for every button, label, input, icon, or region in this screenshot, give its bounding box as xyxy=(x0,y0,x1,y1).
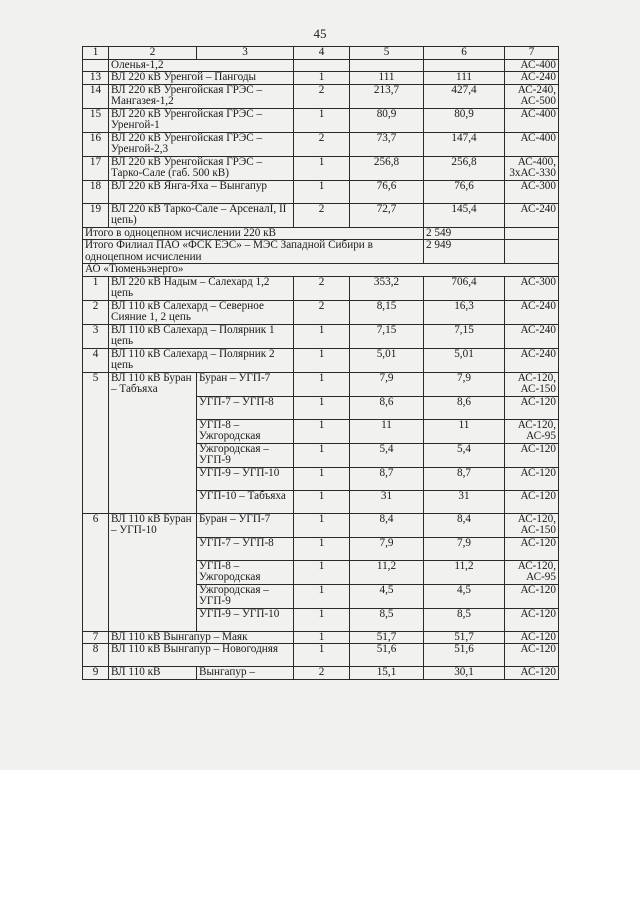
segment-cell: Ужгородская – УГП-9 xyxy=(197,584,294,608)
circuits-cell: 2 xyxy=(294,84,350,108)
wire-cell: АС-400 xyxy=(505,59,559,72)
circuits-cell: 1 xyxy=(294,513,350,537)
wire-cell: АС-120 xyxy=(505,396,559,419)
single-circuit-length-cell: 4,5 xyxy=(424,584,505,608)
table-row xyxy=(83,300,559,324)
segment-cell: Буран – УГП-7 xyxy=(197,372,294,396)
circuits-cell: 2 xyxy=(294,276,350,300)
length-cell: 8,6 xyxy=(350,396,424,419)
length-cell: 8,5 xyxy=(350,608,424,631)
single-circuit-length-cell: 51,7 xyxy=(424,631,505,644)
table-row xyxy=(83,72,559,85)
single-circuit-length-cell: 706,4 xyxy=(424,276,505,300)
line-name-cell: ВЛ 110 кВ Буран – Табъяха xyxy=(109,372,197,513)
wire-cell: АС-240, АС-500 xyxy=(505,84,559,108)
single-circuit-length-cell: 5,4 xyxy=(424,443,505,467)
wire-cell: АС-400, 3хАС-330 xyxy=(505,156,559,180)
length-cell: 11 xyxy=(350,419,424,443)
organization-row xyxy=(83,264,559,277)
wire-cell: АС-120 xyxy=(505,537,559,560)
wire-cell: АС-240 xyxy=(505,300,559,324)
total-value-cell: 2 949 xyxy=(424,240,505,264)
single-circuit-length-cell: 76,6 xyxy=(424,180,505,203)
header-cell: 1 xyxy=(83,47,109,60)
length-cell: 8,15 xyxy=(350,300,424,324)
circuits-cell: 1 xyxy=(294,537,350,560)
wire-cell: АС-300 xyxy=(505,180,559,203)
wire-cell: АС-120 xyxy=(505,644,559,667)
total-value-cell: 2 549 xyxy=(424,227,505,240)
table-row xyxy=(83,324,559,348)
empty-cell xyxy=(505,227,559,240)
circuits-cell: 1 xyxy=(294,467,350,490)
single-circuit-length-cell: 11 xyxy=(424,419,505,443)
segment-cell: УГП-9 – УГП-10 xyxy=(197,467,294,490)
length-cell: 4,5 xyxy=(350,584,424,608)
header-row xyxy=(83,47,559,60)
circuits-cell: 1 xyxy=(294,396,350,419)
line-name-cell: ВЛ 110 кВ Салехард – Северное Сияние 1, 2 цепь xyxy=(109,300,294,324)
total-label-cell: Итого Филиал ПАО «ФСК ЕЭС» – МЭС Западной Сибири в одноцепном исчислении xyxy=(83,240,424,264)
circuits-cell: 1 xyxy=(294,72,350,85)
circuits-cell: 2 xyxy=(294,300,350,324)
row-number-cell: 14 xyxy=(83,84,109,108)
table-row xyxy=(83,156,559,180)
circuits-cell: 2 xyxy=(294,132,350,156)
wire-cell: АС-120 xyxy=(505,631,559,644)
length-cell: 15,1 xyxy=(350,667,424,680)
page-number: 45 xyxy=(313,26,327,41)
segment-cell: УГП-7 – УГП-8 xyxy=(197,396,294,419)
wire-cell: АС-120, АС-150 xyxy=(505,513,559,537)
single-circuit-length-cell: 8,5 xyxy=(424,608,505,631)
circuits-cell: 1 xyxy=(294,156,350,180)
length-cell: 7,9 xyxy=(350,537,424,560)
single-circuit-length-cell: 427,4 xyxy=(424,84,505,108)
line-name-cell: ВЛ 220 кВ Уренгойская ГРЭС – Мангазея-1,2 xyxy=(109,84,294,108)
length-cell: 76,6 xyxy=(350,180,424,203)
table-row xyxy=(83,631,559,644)
wire-cell: АС-240 xyxy=(505,203,559,227)
segment-cell: Вынгапур – xyxy=(197,667,294,680)
header-cell: 3 xyxy=(197,47,294,60)
total-label-cell: Итого в одноцепном исчислении 220 кВ xyxy=(83,227,424,240)
segment-cell: УГП-7 – УГП-8 xyxy=(197,537,294,560)
row-number-cell: 4 xyxy=(83,348,109,372)
length-cell: 111 xyxy=(350,72,424,85)
table-row xyxy=(83,276,559,300)
segment-cell: Ужгородская – УГП-9 xyxy=(197,443,294,467)
circuits-cell: 2 xyxy=(294,203,350,227)
total-row xyxy=(83,227,559,240)
row-number-cell: 2 xyxy=(83,300,109,324)
header-cell: 7 xyxy=(505,47,559,60)
header-cell: 5 xyxy=(350,47,424,60)
segment-cell: Буран – УГП-7 xyxy=(197,513,294,537)
row-number-cell: 15 xyxy=(83,108,109,132)
wire-cell: АС-120 xyxy=(505,608,559,631)
segment-cell: УГП-8 – Ужгородская xyxy=(197,419,294,443)
line-name-cell: ВЛ 220 кВ Надым – Салехард 1,2 цепь xyxy=(109,276,294,300)
wire-cell: АС-240 xyxy=(505,72,559,85)
wire-cell: АС-300 xyxy=(505,276,559,300)
wire-cell: АС-400 xyxy=(505,108,559,132)
line-name-cell: ВЛ 220 кВ Уренгой – Пангоды xyxy=(109,72,294,85)
circuits-cell: 2 xyxy=(294,667,350,680)
single-circuit-length-cell: 8,4 xyxy=(424,513,505,537)
circuits-cell: 1 xyxy=(294,372,350,396)
wire-cell: АС-240 xyxy=(505,324,559,348)
single-circuit-length-cell: 80,9 xyxy=(424,108,505,132)
length-cell: 73,7 xyxy=(350,132,424,156)
row-number-cell: 17 xyxy=(83,156,109,180)
single-circuit-length-cell: 111 xyxy=(424,72,505,85)
table-row xyxy=(83,180,559,203)
line-name-cell: ВЛ 110 кВ Буран – УГП-10 xyxy=(109,513,197,631)
length-cell: 51,7 xyxy=(350,631,424,644)
row-number-cell: 5 xyxy=(83,372,109,513)
length-cell: 51,6 xyxy=(350,644,424,667)
length-cell: 8,7 xyxy=(350,467,424,490)
table-row xyxy=(83,108,559,132)
total-row xyxy=(83,240,559,264)
single-circuit-length-cell: 5,01 xyxy=(424,348,505,372)
length-cell: 353,2 xyxy=(350,276,424,300)
row-number-cell: 18 xyxy=(83,180,109,203)
line-name-cell: ВЛ 220 кВ Уренгойская ГРЭС – Уренгой-2,3 xyxy=(109,132,294,156)
segment-cell: УГП-9 – УГП-10 xyxy=(197,608,294,631)
single-circuit-length-cell: 7,9 xyxy=(424,372,505,396)
line-name-cell: ВЛ 220 кВ Уренгойская ГРЭС – Тарко-Сале (габ. 500 кВ) xyxy=(109,156,294,180)
wire-cell: АС-400 xyxy=(505,132,559,156)
table-body xyxy=(83,47,559,680)
wire-cell: АС-120 xyxy=(505,443,559,467)
continuation-row xyxy=(83,59,559,72)
segment-cell: УГП-8 – Ужгородская xyxy=(197,560,294,584)
circuits-cell: 1 xyxy=(294,490,350,513)
wire-cell: АС-120 xyxy=(505,584,559,608)
length-cell: 7,15 xyxy=(350,324,424,348)
length-cell: 8,4 xyxy=(350,513,424,537)
circuits-cell: 1 xyxy=(294,443,350,467)
organization-cell: АО «Тюменьэнерго» xyxy=(83,264,559,277)
circuits-cell: 1 xyxy=(294,644,350,667)
single-circuit-length-cell: 31 xyxy=(424,490,505,513)
line-name-cell: ВЛ 220 кВ Тарко-Сале – АрсеналI, II цепь) xyxy=(109,203,294,227)
single-circuit-length-cell: 16,3 xyxy=(424,300,505,324)
line-name-cell: ВЛ 110 кВ Вынгапур – Новогодняя xyxy=(109,644,294,667)
wire-cell: АС-120, АС-95 xyxy=(505,560,559,584)
single-circuit-length-cell: 30,1 xyxy=(424,667,505,680)
segment-row xyxy=(83,372,559,396)
length-cell: 72,7 xyxy=(350,203,424,227)
line-name-cell: ВЛ 110 кВ Салехард – Полярник 1 цепь xyxy=(109,324,294,348)
line-name-cell: ВЛ 110 кВ Салехард – Полярник 2 цепь xyxy=(109,348,294,372)
row-number-cell: 19 xyxy=(83,203,109,227)
single-circuit-length-cell: 256,8 xyxy=(424,156,505,180)
segment-cell: УГП-10 – Табъяха xyxy=(197,490,294,513)
single-circuit-length-cell: 8,7 xyxy=(424,467,505,490)
empty-cell xyxy=(505,240,559,264)
wire-cell: АС-120 xyxy=(505,490,559,513)
table-row xyxy=(83,644,559,667)
circuits-cell: 1 xyxy=(294,584,350,608)
line-name-cell: Оленья-1,2 xyxy=(109,59,294,72)
single-circuit-length-cell: 11,2 xyxy=(424,560,505,584)
wire-cell: АС-240 xyxy=(505,348,559,372)
header-cell: 2 xyxy=(109,47,197,60)
circuits-cell: 1 xyxy=(294,324,350,348)
table-row xyxy=(83,132,559,156)
length-cell: 11,2 xyxy=(350,560,424,584)
circuits-cell: 1 xyxy=(294,560,350,584)
circuits-cell: 1 xyxy=(294,608,350,631)
length-cell: 5,01 xyxy=(350,348,424,372)
circuits-cell: 1 xyxy=(294,108,350,132)
length-cell: 80,9 xyxy=(350,108,424,132)
row-number-cell: 6 xyxy=(83,513,109,631)
row-number-cell: 1 xyxy=(83,276,109,300)
row-number-cell: 3 xyxy=(83,324,109,348)
single-circuit-length-cell: 147,4 xyxy=(424,132,505,156)
row-number-cell: 13 xyxy=(83,72,109,85)
line-name-cell: ВЛ 110 кВ xyxy=(109,667,197,680)
line-name-cell: ВЛ 220 кВ Янга-Яха – Вынгапур xyxy=(109,180,294,203)
single-circuit-length-cell: 51,6 xyxy=(424,644,505,667)
circuits-cell: 1 xyxy=(294,419,350,443)
header-cell: 6 xyxy=(424,47,505,60)
row-number-cell: 9 xyxy=(83,667,109,680)
line-name-cell: ВЛ 220 кВ Уренгойская ГРЭС – Уренгой-1 xyxy=(109,108,294,132)
row-number-cell: 7 xyxy=(83,631,109,644)
single-circuit-length-cell: 8,6 xyxy=(424,396,505,419)
table-row xyxy=(83,667,559,680)
row-number-cell: 16 xyxy=(83,132,109,156)
wire-cell: АС-120 xyxy=(505,667,559,680)
single-circuit-length-cell: 7,15 xyxy=(424,324,505,348)
wire-cell: АС-120, АС-95 xyxy=(505,419,559,443)
length-cell: 256,8 xyxy=(350,156,424,180)
circuits-cell: 1 xyxy=(294,631,350,644)
length-cell: 5,4 xyxy=(350,443,424,467)
wire-cell: АС-120 xyxy=(505,467,559,490)
circuits-cell: 1 xyxy=(294,180,350,203)
length-cell: 213,7 xyxy=(350,84,424,108)
table-row xyxy=(83,203,559,227)
table-row xyxy=(83,348,559,372)
single-circuit-length-cell: 145,4 xyxy=(424,203,505,227)
row-number-cell: 8 xyxy=(83,644,109,667)
power-lines-table xyxy=(82,46,559,680)
length-cell: 31 xyxy=(350,490,424,513)
circuits-cell: 1 xyxy=(294,348,350,372)
header-cell: 4 xyxy=(294,47,350,60)
table-row xyxy=(83,84,559,108)
segment-row xyxy=(83,513,559,537)
wire-cell: АС-120, АС-150 xyxy=(505,372,559,396)
length-cell: 7,9 xyxy=(350,372,424,396)
single-circuit-length-cell: 7,9 xyxy=(424,537,505,560)
line-name-cell: ВЛ 110 кВ Вынгапур – Маяк xyxy=(109,631,294,644)
